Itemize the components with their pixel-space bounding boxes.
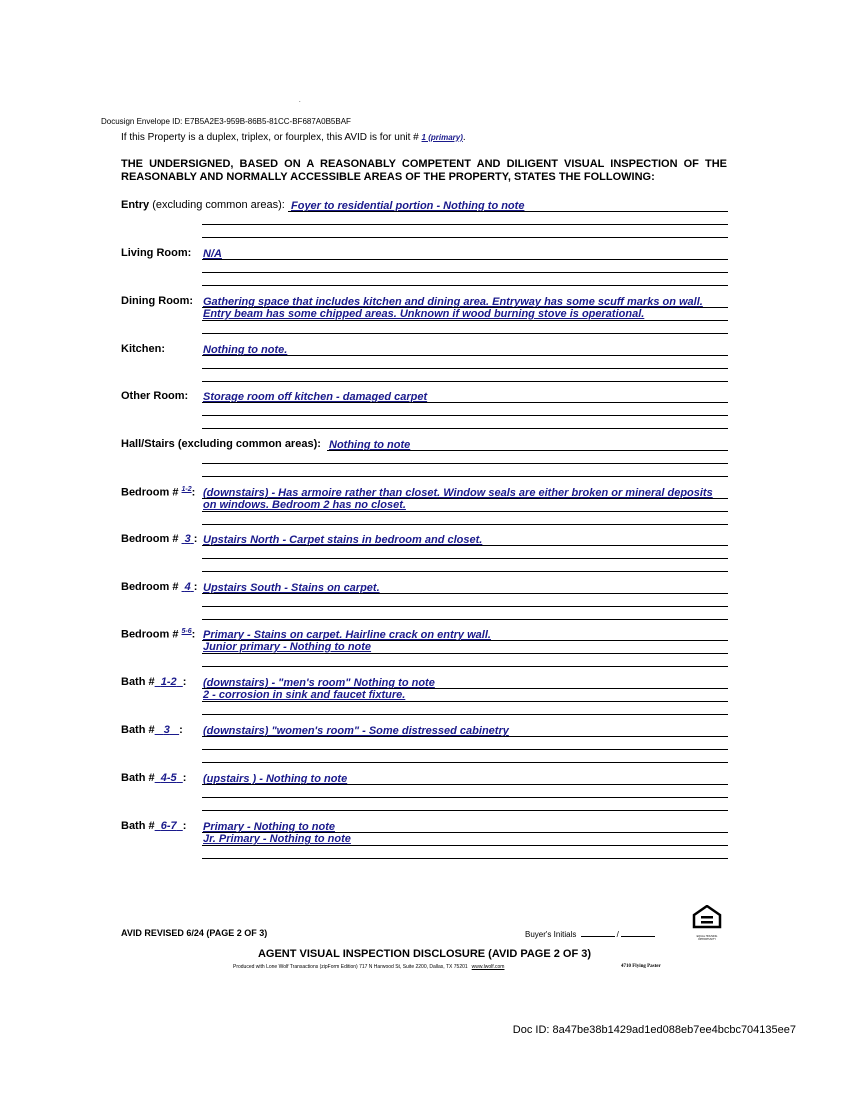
envelope-id: Docusign Envelope ID: E7B5A2E3-959B-86B5-81CC-BF687A0B5BAF [101, 117, 351, 126]
bath6-line-3 [202, 858, 728, 859]
living-room-label: Living Room: [121, 247, 192, 259]
living-room-section [121, 247, 728, 287]
hall-line-2 [202, 463, 728, 464]
kitchen-line-2 [202, 368, 728, 369]
entry-value-1[interactable]: Foyer to residential portion - Nothing to note [291, 200, 525, 212]
bath-3-value-1[interactable]: (downstairs) "women's room" - Some distressed cabinetry [203, 725, 509, 737]
bedroom-1-2-section [121, 486, 728, 526]
bath-1-2-value-1[interactable]: (downstairs) - "men's room" Nothing to note [203, 677, 435, 689]
other-room-label: Other Room: [121, 390, 189, 402]
other-room-section [121, 390, 728, 430]
bedroom-4-value-1[interactable]: Upstairs South - Stains on carpet. [203, 582, 380, 594]
eho-text: EQUAL HOUSING OPPORTUNITY [696, 935, 718, 941]
dining-room-label: Dining Room: [121, 295, 194, 307]
bedroom-1-2-value-1[interactable]: (downstairs) - Has armoire rather than closet. Window seals are either broken or mineral deposits [203, 487, 713, 499]
bath-1-2-value-2[interactable]: 2 - corrosion in sink and faucet fixture. [203, 689, 406, 701]
bedroom-3-value-1[interactable]: Upstairs North - Carpet stains in bedroom and closet. [203, 534, 483, 546]
living-line-2 [202, 272, 728, 273]
dining-room-value-1[interactable]: Gathering space that includes kitchen and dining area. Entryway has some scuff marks on wall. [203, 296, 703, 308]
bed3-line-3 [202, 571, 728, 572]
bath4-line-1 [202, 784, 728, 785]
other-line-1 [202, 402, 728, 403]
bed5-line-3 [202, 666, 728, 667]
bath-4-5-section [121, 772, 728, 812]
bedroom-4-label: Bedroom # 4 : [121, 581, 198, 593]
website-link[interactable]: www.lwolf.com [471, 964, 505, 970]
bedroom-4-section [121, 581, 728, 621]
bath4-line-2 [202, 797, 728, 798]
living-line-1 [202, 259, 728, 260]
dining-line-1 [202, 307, 728, 308]
produced-by: Produced with Lone Wolf Transactions (zipForm Edition) 717 N Harwood St, Suite 2200, Dallas, TX 75201 www.lwolf.com [233, 964, 505, 970]
dining-line-3 [202, 333, 728, 334]
bed1-line-3 [202, 524, 728, 525]
bed3-line-1 [202, 545, 728, 546]
bed4-line-2 [202, 606, 728, 607]
doc-id: Doc ID: 8a47be38b1429ad1ed088eb7ee4bcbc704135ee7 [512, 1024, 796, 1036]
buyers-initials: Buyer's Initials / [525, 930, 657, 939]
dining-line-2 [202, 320, 728, 321]
bath6-line-1 [202, 832, 728, 833]
bath3-line-3 [202, 762, 728, 763]
bath-6-7-label: Bath # 6-7 : [121, 820, 187, 832]
bath3-line-2 [202, 749, 728, 750]
kitchen-line-1 [202, 355, 728, 356]
dining-room-section [121, 295, 728, 335]
bedroom-5-6-section [121, 628, 728, 668]
bed4-line-1 [202, 593, 728, 594]
kitchen-value-1[interactable]: Nothing to note. [203, 344, 288, 356]
bed5-line-1 [202, 640, 728, 641]
bed1-line-2 [202, 511, 728, 512]
other-room-value-1[interactable]: Storage room off kitchen - damaged carpet [203, 391, 428, 403]
hall-stairs-section [121, 438, 728, 478]
bed3-line-2 [202, 558, 728, 559]
bedroom-5-6-label: Bedroom # $^{5-6}$: [121, 628, 196, 641]
initials-label: Buyer's Initials [525, 930, 577, 939]
bath-1-2-section [121, 676, 728, 716]
living-line-3 [202, 285, 728, 286]
declaration-heading: THE UNDERSIGNED, BASED ON A REASONABLY COMPETENT AND DILIGENT VISUAL INSPECTION OF THE REASONABLY AND NORMALLY ACCESSIBLE AREAS OF THE PROPERTY, STATES THE FOLLOWING: [121, 158, 727, 183]
bath-4-5-label: Bath # 4-5 : [121, 772, 187, 784]
bed1-line-1 [202, 498, 728, 499]
bath-6-7-value-1[interactable]: Primary - Nothing to note [203, 821, 335, 833]
revision-label: AVID REVISED 6/24 (PAGE 2 OF 3) [121, 928, 268, 938]
bedroom-3-section [121, 533, 728, 573]
bath4-line-3 [202, 810, 728, 811]
kitchen-section [121, 343, 728, 383]
bath3-line-1 [202, 736, 728, 737]
dining-room-value-2[interactable]: Entry beam has some chipped areas. Unknown if wood burning stove is operational. [203, 308, 645, 320]
entry-line-1 [288, 211, 728, 212]
bath1-line-1 [202, 688, 728, 689]
bath-3-section [121, 724, 728, 764]
other-line-3 [202, 428, 728, 429]
bath-3-label: Bath # 3 : [121, 724, 183, 736]
hall-line-3 [202, 476, 728, 477]
living-room-value-1[interactable]: N/A [203, 248, 222, 260]
unit-value: 1 (primary) [421, 133, 463, 142]
bath-1-2-label: Bath # 1-2 : [121, 676, 187, 688]
form-title: AGENT VISUAL INSPECTION DISCLOSURE (AVID PAGE 2 OF 3) [257, 948, 592, 960]
initials-field-1[interactable] [581, 936, 615, 937]
entry-label: Entry (excluding common areas): [121, 199, 285, 211]
entry-line-2 [202, 224, 728, 225]
hall-stairs-value-1[interactable]: Nothing to note [329, 439, 411, 451]
bed4-line-3 [202, 619, 728, 620]
bath1-line-3 [202, 714, 728, 715]
other-line-2 [202, 415, 728, 416]
bedroom-5-6-value-1[interactable]: Primary - Stains on carpet. Hairline crack on entry wall. [203, 629, 491, 641]
initials-field-2[interactable] [621, 936, 655, 937]
bath-4-5-value-1[interactable]: (upstairs ) - Nothing to note [203, 773, 348, 785]
bath-6-7-section [121, 820, 728, 860]
file-name: 4710 Flying Paster [621, 964, 661, 969]
bath-6-7-value-2[interactable]: Jr. Primary - Nothing to note [203, 833, 351, 845]
stray-mark: . [299, 98, 301, 104]
bath1-line-2 [202, 701, 728, 702]
bedroom-5-6-value-2[interactable]: Junior primary - Nothing to note [203, 641, 372, 653]
bath6-line-2 [202, 845, 728, 846]
hall-stairs-label: Hall/Stairs (excluding common areas): [121, 438, 321, 450]
hall-line-1 [327, 450, 728, 451]
entry-section [121, 199, 728, 239]
bed5-line-2 [202, 653, 728, 654]
kitchen-line-3 [202, 381, 728, 382]
equal-housing-icon [692, 905, 722, 941]
bedroom-1-2-value-2[interactable]: on windows. Bedroom 2 has no closet. [203, 499, 406, 511]
bedroom-3-label: Bedroom # 3 : [121, 533, 198, 545]
kitchen-label: Kitchen: [121, 343, 165, 355]
unit-intro: If this Property is a duplex, triplex, or fourplex, this AVID is for unit # [121, 132, 419, 143]
unit-line: If this Property is a duplex, triplex, or fourplex, this AVID is for unit # 1 (primary). [121, 132, 466, 143]
bedroom-1-2-label: Bedroom # $^{1-2}$: [121, 486, 196, 499]
entry-line-3 [202, 237, 728, 238]
